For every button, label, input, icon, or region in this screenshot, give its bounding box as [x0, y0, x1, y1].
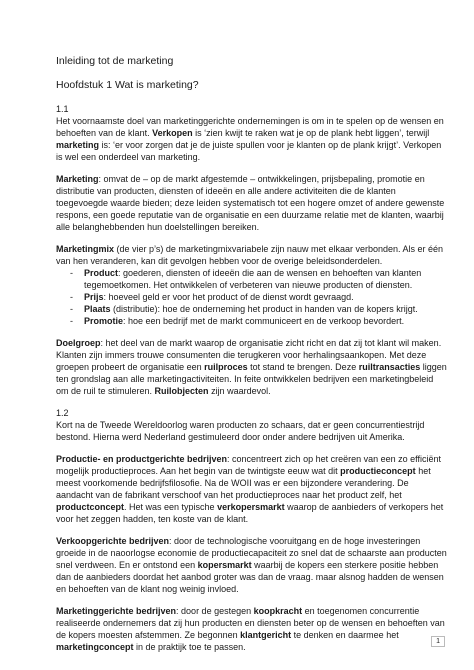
- list-item: - Prijs: hoeveel geld er voor het product of de dienst wordt gevraagd.: [70, 292, 354, 302]
- bold-term: marketingconcept: [56, 642, 134, 652]
- section-1-2: [56, 407, 448, 653]
- bold-term: marketing: [56, 140, 100, 150]
- text-run: tot stand te brengen. Deze: [247, 362, 359, 372]
- bold-term: Verkopen: [152, 128, 193, 138]
- section-number: 1.1: [56, 104, 69, 114]
- bold-term: Product: [84, 268, 119, 278]
- list-item: - Plaats (distributie): hoe de onderneming het product in handen van de kopers krijgt.: [70, 304, 418, 314]
- text-run: : concentreert zich op het creëren van een zo efficiënt mogelijk productieproces. Aan het begin van de twintigste eeuw wat dit: [56, 454, 441, 476]
- document-title: Inleiding tot de marketing: [56, 55, 174, 67]
- bold-term: Marketingmix: [56, 244, 115, 254]
- text-run: Het voornaamste doel van marketinggerichte ondernemingen is om in te spelen op de wensen en behoeften van de klant.: [56, 116, 444, 138]
- bold-term: klantgericht: [240, 630, 292, 640]
- text-run: is: ‘er voor zorgen dat je de juiste spullen voor je klanten op de plank krijgt’. Verkopen is wel een onderdeel van marketing.: [56, 140, 442, 162]
- text-run: liggen ten grondslag aan alle marketingactiviteiten. In feite ontwikkelen bedrijven een marketingbeleid om de ruil te stimuleren.: [56, 362, 447, 396]
- text-run: : hoe een bedrijf met de markt communiceert en de verkoop bevordert.: [123, 316, 405, 326]
- bold-term: ruiltransacties: [358, 362, 421, 372]
- bold-term: koopkracht: [253, 606, 303, 616]
- text-run: het meest voorkomende bedrijfsfilosofie. Na de WOII was er een bijzondere verandering. De aandacht van de fabrikant verschoof van het productieproces naar het product zelf, het: [56, 466, 431, 500]
- text-run: Kort na de Tweede Wereldoorlog waren producten zo schaars, dat er geen concurrentiestrijd bestond. Hierna werd Nederland gestimuleerd door onder andere bedrijven uit Amerika.: [56, 420, 425, 442]
- bold-term: Marketinggerichte bedrijven: [56, 606, 177, 616]
- page-number: 1: [431, 636, 445, 647]
- bold-term: productconcept: [56, 502, 125, 512]
- bold-term: Plaats: [84, 304, 111, 314]
- text-run: (distributie): hoe de onderneming het product in handen van de kopers krijgt.: [110, 304, 418, 314]
- text-run: : omvat de – op de markt afgestemde – ontwikkelingen, prijsbepaling, promotie en distributie van producten, diensten of ideeën en alle andere activiteiten die de klanten toegevoegde waarde bieden; deze leiden systematisch tot een hogere omzet of andere gewenste respons, een goede reputatie van de organisatie en een duurzame relatie met de klanten, waarbij alle belanghebbenden hun doelstellingen bereiken.: [56, 174, 445, 232]
- bold-term: Productie- en productgerichte bedrijven: [56, 454, 228, 464]
- bold-term: kopersmarkt: [197, 560, 252, 570]
- paragraph: [56, 173, 448, 233]
- bold-term: ruilproces: [204, 362, 248, 372]
- bold-term: Verkoopgerichte bedrijven: [56, 536, 170, 546]
- paragraph: [56, 605, 448, 653]
- paragraph: [56, 337, 448, 397]
- bold-term: Doelgroep: [56, 338, 101, 348]
- section-number: 1.2: [56, 408, 69, 418]
- list-item: - Product: goederen, diensten of ideeën die aan de wensen en behoeften van klanten tegemoetkomen. Het ontwikkelen of verbeteren van nieuwe producten of diensten.: [70, 268, 422, 290]
- text-run: : goederen, diensten of ideeën die aan de wensen en behoeften van klanten tegemoetkomen. Het ontwikkelen of verbeteren van nieuwe producten of diensten.: [84, 268, 422, 290]
- paragraph: [56, 243, 448, 267]
- paragraph: [56, 115, 448, 163]
- bold-term: Promotie: [84, 316, 124, 326]
- text-run: (de vier p’s) de marketingmixvariabele zijn nauw met elkaar verbonden. Als er één van hen veranderen, kan dit gevolgen hebben voor de overige beleidsonderdelen.: [56, 244, 444, 266]
- section-1-1: [56, 103, 448, 397]
- text-run: zijn waardevol.: [208, 386, 271, 396]
- text-run: : hoeveel geld er voor het product of de dienst wordt gevraagd.: [103, 292, 354, 302]
- bold-term: Prijs: [84, 292, 104, 302]
- bold-term: Marketing: [56, 174, 99, 184]
- text-run: : door de gestegen: [176, 606, 254, 616]
- text-run: waarop de aanbieders of verkopers het voor het zeggen hadden, ten koste van de klant.: [56, 502, 444, 524]
- text-run: is ‘zien kwijt te raken wat je op de plank hebt liggen’, terwijl: [192, 128, 430, 138]
- text-run: : het deel van de markt waarop de organisatie zicht richt en dat zij tot klant wil maken. Klanten zijn immers trouwe consumenten die terugkeren voor herhalingsaankopen. Met deze groepen probeert de organisatie een: [56, 338, 442, 372]
- list-item: - Promotie: hoe een bedrijf met de markt communiceert en de verkoop bevordert.: [70, 316, 405, 326]
- paragraph: [56, 419, 448, 443]
- bold-term: Ruilobjecten: [154, 386, 209, 396]
- chapter-heading: Hoofdstuk 1 Wat is marketing?: [56, 79, 199, 91]
- text-run: . Het was een typische: [124, 502, 218, 512]
- text-run: te denken en daarmee het: [291, 630, 399, 640]
- paragraph: [56, 535, 448, 595]
- text-run: : door de technologische vooruitgang en de hoge investeringen groeide in de naoorlogse economie de productiecapaciteit zo snel dat de schaarste aan producten snel verdween. En er ontstond een: [56, 536, 447, 570]
- bold-term: verkopersmarkt: [217, 502, 285, 512]
- text-run: waarbij de kopers een sterkere positie hebben dan de aanbieders doordat het aanbod groter was dan de vraag. maar alsnog hadden de wensen en behoeften van de klant nog weinig invloed.: [56, 560, 444, 594]
- paragraph: [56, 453, 448, 525]
- text-run: en toegenomen concurrentie realiseerde ondernemers dat zij hun producten en diensten beter op de wensen en behoeften van de kopers moesten afstemmen. Ze begonnen: [56, 606, 445, 640]
- page-content: [56, 55, 448, 663]
- text-run: in de praktijk toe te passen.: [133, 642, 246, 652]
- marketing-mix-list: [56, 267, 448, 327]
- bold-term: productieconcept: [340, 466, 416, 476]
